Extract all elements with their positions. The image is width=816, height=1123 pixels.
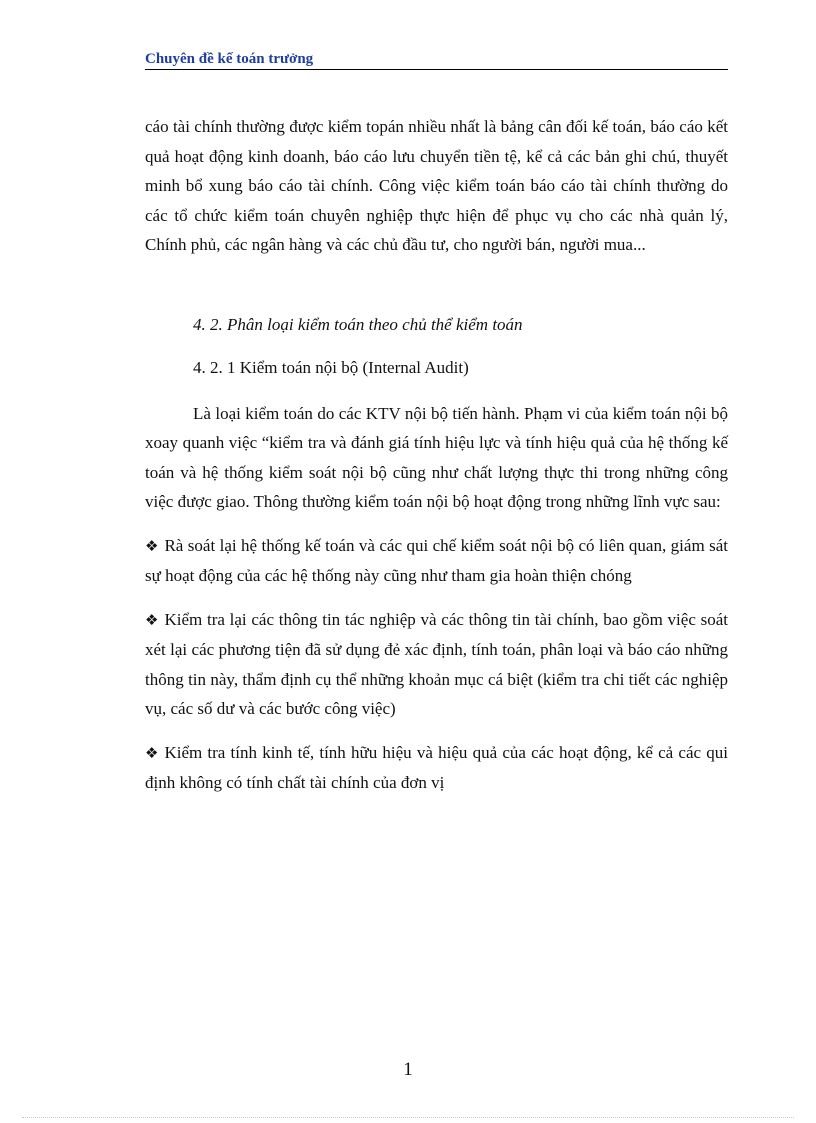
bullet-text: Kiểm tra lại các thông tin tác nghiệp và các thông tin tài chính, bao gồm việc soát xét lại các phương tiện đã sử dụng đẻ xác định, tính toán, phân loại và báo cáo những thông tin này, thẩm định cụ thể những khoản mục cá biệt (kiểm tra chi tiết các nghiệp vụ, các số dư và các bước công việc) <box>145 609 728 718</box>
page-header <box>145 49 728 70</box>
diamond-bullet-icon: ❖ <box>145 536 159 555</box>
subsection-heading: 4. 2. 1 Kiểm toán nội bộ (Internal Audit) <box>193 358 469 377</box>
body-paragraph: Là loại kiểm toán do các KTV nội bộ tiến hành. Phạm vi của kiểm toán nội bộ xoay quanh việc “kiểm tra và đánh giá tính hiệu lực và tính hiệu quả của hệ thống kế toán và hệ thống kiểm soát nội bộ cũng như chất lượng thực thi trong những công việc được giao. Thông thường kiểm toán nội bộ hoạt động trong những lĩnh vực sau: <box>145 403 728 511</box>
bullet-text: Kiểm tra tính kinh tế, tính hữu hiệu và hiệu quả của các hoạt động, kể cả các qui định không có tính chất tài chính của đơn vị <box>145 742 728 792</box>
document-body <box>145 112 728 798</box>
section-heading: 4. 2. Phân loại kiểm toán theo chủ thể kiểm toán <box>193 314 523 334</box>
bullet-item <box>145 738 728 798</box>
header-title: Chuyên đề kế toán trưởng <box>145 51 314 67</box>
bullet-text: Rà soát lại hệ thống kế toán và các qui chế kiểm soát nội bộ có liên quan, giám sát sự hoạt động của các hệ thống này cũng như tham gia hoàn thiện chóng <box>145 535 728 585</box>
bullet-item <box>145 605 728 724</box>
bullet-item <box>145 531 728 591</box>
intro-paragraph: cáo tài chính thường được kiểm topán nhiều nhất là bảng cân đối kế toán, báo cáo kết quả hoạt động kinh doanh, báo cáo lưu chuyển tiền tệ, kể cả các bản ghi chú, thuyết minh bổ xung báo cáo tài chính. Công việc kiểm toán báo cáo tài chính thường do các tổ chức kiểm toán chuyên nghiệp thực hiện để phục vụ cho các nhà quản lý, Chính phủ, các ngân hàng và các chủ đầu tư, cho người bán, người mua... <box>145 117 728 254</box>
diamond-bullet-icon: ❖ <box>145 743 159 762</box>
page-bottom-divider <box>22 1117 794 1118</box>
page-number: 1 <box>403 1059 413 1080</box>
diamond-bullet-icon: ❖ <box>145 610 159 629</box>
